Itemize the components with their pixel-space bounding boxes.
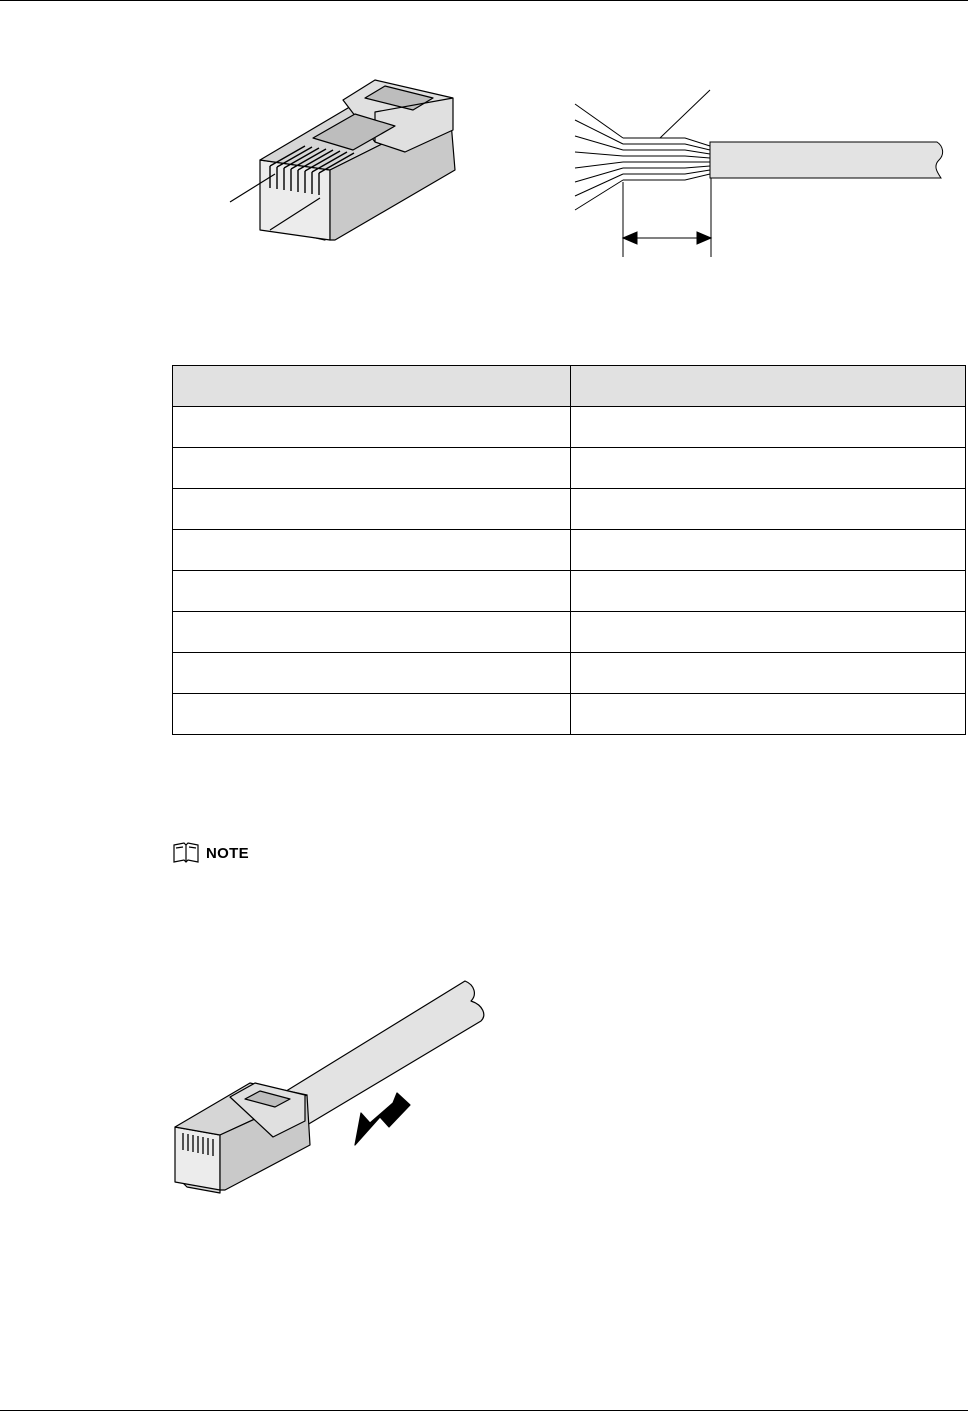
header-rule [0, 0, 968, 1]
table-cell [173, 489, 571, 530]
table-cell [571, 612, 966, 653]
table-row [173, 694, 966, 735]
note-label: NOTE [206, 844, 249, 862]
table-cell [571, 448, 966, 489]
book-icon [172, 842, 200, 864]
table-header-row [173, 366, 966, 407]
stripped-cable-figure [565, 82, 950, 262]
table-header-cell [173, 366, 571, 407]
table-header-cell [571, 366, 966, 407]
table-cell [571, 407, 966, 448]
pin-table [172, 365, 966, 735]
table-cell [571, 489, 966, 530]
table-cell [173, 407, 571, 448]
table-row [173, 407, 966, 448]
table-cell [173, 612, 571, 653]
table-cell [173, 653, 571, 694]
table-cell [571, 571, 966, 612]
rj45-connector-figure [225, 70, 465, 255]
table-cell [173, 530, 571, 571]
table-cell [173, 571, 571, 612]
table-row [173, 653, 966, 694]
table-cell [571, 694, 966, 735]
note-callout [172, 842, 249, 864]
table-cell [173, 448, 571, 489]
table-row [173, 489, 966, 530]
table-row [173, 571, 966, 612]
insert-cable-figure [165, 975, 495, 1200]
table-row [173, 612, 966, 653]
table-cell [571, 530, 966, 571]
footer-rule [0, 1410, 968, 1411]
table-cell [571, 653, 966, 694]
table-row [173, 448, 966, 489]
table-row [173, 530, 966, 571]
table-cell [173, 694, 571, 735]
